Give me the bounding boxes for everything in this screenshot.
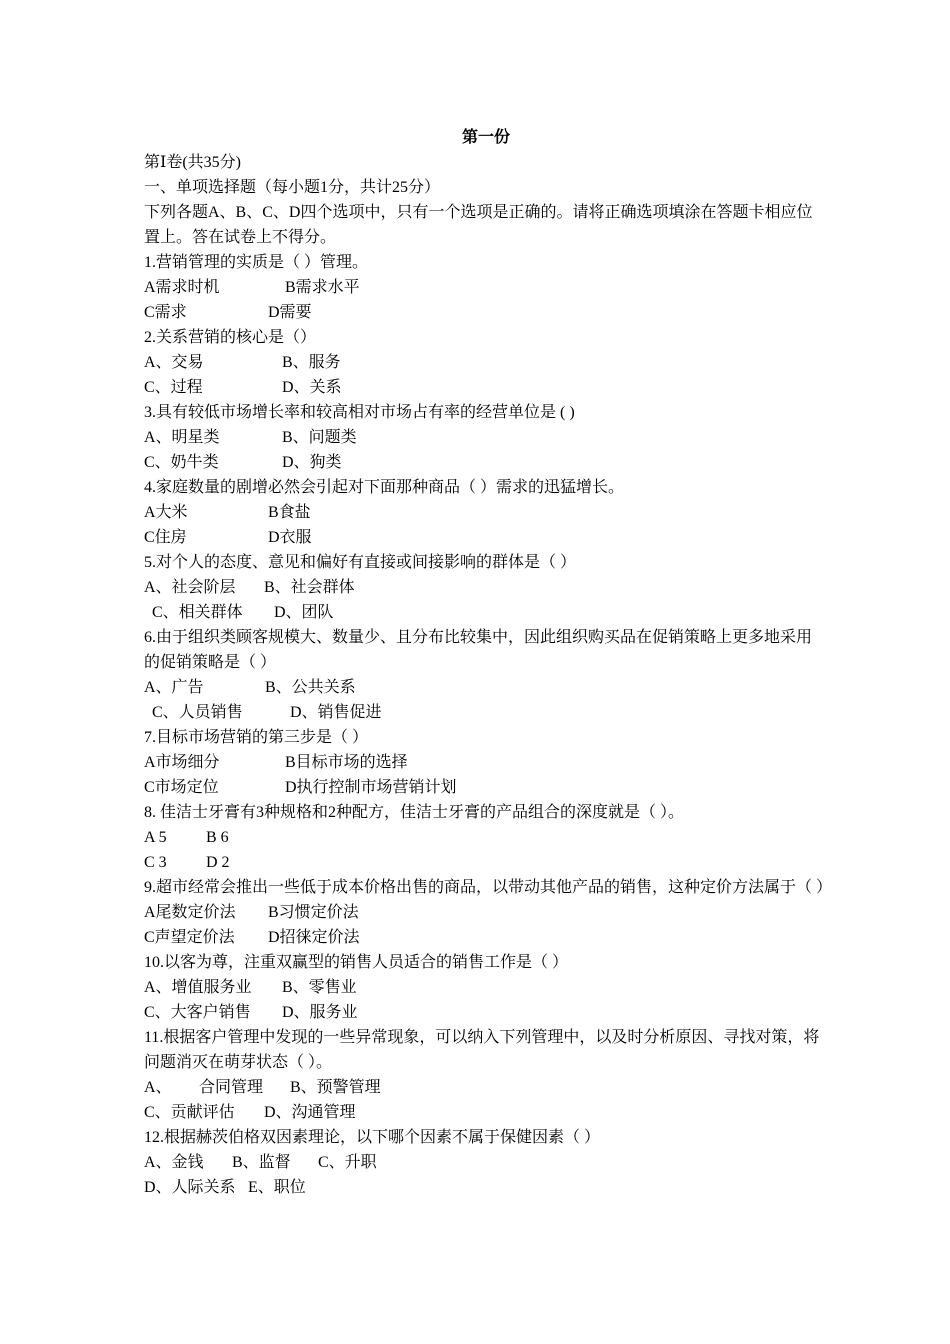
option-e: E、职位 [248, 1179, 306, 1196]
option-a: A、 [144, 1079, 172, 1096]
options-row [144, 675, 824, 700]
option-a: A、广告 [144, 679, 204, 696]
question-7: 7.目标市场营销的第三步是（ ） [144, 729, 369, 746]
option-a: A、社会阶层 [144, 579, 236, 596]
option-d: D、人际关系 [144, 1179, 236, 1196]
question-9: 9.超市经常会推出一些低于成本价格出售的商品，以带动其他产品的销售，这种定价方法属于（ ） [144, 879, 833, 896]
option-a: A尾数定价法 [144, 904, 236, 921]
option-c: C需求 [144, 304, 187, 321]
question-3: 3.具有较低市场增长率和较高相对市场占有率的经营单位是 ( ) [144, 404, 575, 421]
option-b: B、零售业 [282, 979, 357, 996]
question-8: 8. 佳洁士牙膏有3种规格和2种配方，佳洁士牙膏的产品组合的深度就是（ ）。 [144, 804, 685, 821]
option-c: C、贡献评估 [144, 1104, 235, 1121]
question-5: 5.对个人的态度、意见和偏好有直接或间接影响的群体是（ ） [144, 554, 577, 571]
option-c: C声望定价法 [144, 929, 235, 946]
page-title: 第一份 [461, 129, 510, 146]
option-d: D需要 [268, 304, 312, 321]
options-row [144, 1150, 824, 1175]
options-row [144, 850, 824, 875]
option-a: A、金钱 [144, 1154, 204, 1171]
option-a: A 5 [144, 829, 167, 846]
option-c: C住房 [144, 529, 187, 546]
option-a-text: 合同管理 [199, 1079, 264, 1096]
option-d: D、服务业 [282, 1004, 358, 1021]
question-1: 1.营销管理的实质是（ ）管理。 [144, 254, 369, 271]
option-a: A市场细分 [144, 754, 220, 771]
question-4: 4.家庭数量的剧增必然会引起对下面那种商品（ ）需求的迅猛增长。 [144, 479, 625, 496]
options-row [144, 1075, 824, 1100]
option-a: A大米 [144, 504, 188, 521]
part-heading: 一、单项选择题（每小题1分，共计25分） [144, 179, 441, 196]
option-b: B目标市场的选择 [285, 754, 408, 771]
option-c: C市场定位 [144, 779, 219, 796]
options-row [144, 775, 824, 800]
options-row [144, 500, 824, 525]
option-d: D招徕定价法 [268, 929, 360, 946]
option-b: B 6 [206, 829, 229, 846]
option-c: C、相关群体 [152, 604, 243, 621]
option-c: C、奶牛类 [144, 454, 219, 471]
options-row [144, 350, 824, 375]
options-row [144, 375, 824, 400]
option-a: A、交易 [144, 354, 204, 371]
options-row [144, 525, 824, 550]
option-a: A、增值服务业 [144, 979, 252, 996]
options-row [144, 700, 824, 725]
options-row [144, 275, 824, 300]
question-10: 10.以客为尊，注重双赢型的销售人员适合的销售工作是（ ） [144, 954, 569, 971]
options-row [144, 450, 824, 475]
option-d: D、狗类 [282, 454, 342, 471]
options-row [144, 975, 824, 1000]
question-6: 6.由于组织类顾客规模大、数量少、且分布比较集中，因此组织购买品在促销策略上更多地采用的促销策略是（ ） [144, 629, 813, 671]
options-row [144, 750, 824, 775]
options-row [144, 425, 824, 450]
option-b: B需求水平 [285, 279, 360, 296]
option-a: A需求时机 [144, 279, 220, 296]
options-row [144, 575, 824, 600]
question-11: 11.根据客户管理中发现的一些异常现象，可以纳入下列管理中，以及时分析原因、寻找对策，将问题消灭在萌芽状态（ ）。 [144, 1029, 820, 1071]
instructions: 下列各题A、B、C、D四个选项中，只有一个选项是正确的。请将正确选项填涂在答题卡相应位置上。答在试卷上不得分。 [144, 204, 813, 246]
option-d: D、沟通管理 [264, 1104, 356, 1121]
question-2: 2.关系营销的核心是（） [144, 329, 317, 346]
option-b: B、服务 [282, 354, 341, 371]
option-d: D、团队 [274, 604, 334, 621]
options-row [144, 925, 824, 950]
options-row [144, 900, 824, 925]
options-row [144, 1100, 824, 1125]
option-a: A、明星类 [144, 429, 220, 446]
option-d: D、销售促进 [290, 704, 382, 721]
option-c: C、过程 [144, 379, 203, 396]
option-d: D 2 [206, 854, 230, 871]
question-12: 12.根据赫茨伯格双因素理论，以下哪个因素不属于保健因素（ ） [144, 1129, 601, 1146]
options-row [144, 600, 824, 625]
option-b: B食盐 [268, 504, 311, 521]
option-b: B、监督 [232, 1154, 291, 1171]
section-heading: 第Ⅰ卷(共35分) [144, 154, 241, 171]
option-d: D执行控制市场营销计划 [285, 779, 457, 796]
option-d: D衣服 [268, 529, 312, 546]
option-c: C、升职 [318, 1154, 377, 1171]
option-b: B、问题类 [282, 429, 357, 446]
exam-content [144, 126, 833, 1200]
option-b: B、社会群体 [264, 579, 355, 596]
options-row [144, 1175, 824, 1200]
option-b: B习惯定价法 [268, 904, 359, 921]
option-c: C、人员销售 [152, 704, 243, 721]
option-b: B、预警管理 [290, 1079, 381, 1096]
options-row [144, 825, 824, 850]
option-c: C、大客户销售 [144, 1004, 251, 1021]
option-c: C 3 [144, 854, 167, 871]
options-row [144, 300, 824, 325]
option-d: D、关系 [282, 379, 342, 396]
options-row [144, 1000, 824, 1025]
option-b: B、公共关系 [265, 679, 356, 696]
